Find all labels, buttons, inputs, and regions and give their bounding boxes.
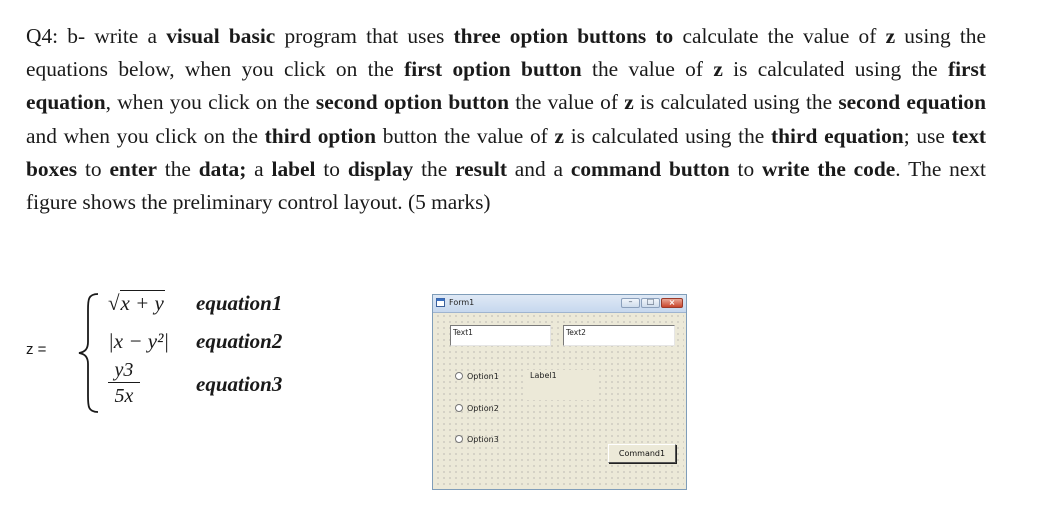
question-bold-text: enter	[109, 156, 157, 181]
question-text-run: is calculated using the	[633, 90, 839, 115]
question-paragraph	[26, 20, 986, 219]
question-bold-text: third option	[264, 123, 376, 148]
option2-label: Option2	[467, 404, 499, 413]
equation3-denominator: 5x	[114, 385, 134, 407]
question-text-run: program that uses	[275, 24, 454, 48]
form-title: Form1	[449, 298, 475, 307]
minimize-icon: –	[628, 297, 633, 306]
question-bold-text: z	[624, 90, 634, 115]
question-text-run: to	[77, 156, 110, 181]
radio-circle-icon	[455, 435, 463, 443]
equation1-name: equation1	[196, 291, 283, 315]
close-button[interactable]	[661, 298, 683, 308]
option3-radio[interactable]	[455, 435, 499, 444]
option1-label: Option1	[467, 372, 499, 381]
question-text-run: the value of	[581, 57, 714, 82]
command1-button[interactable]: Command1	[608, 444, 676, 463]
equation2-expression: |x − y²|	[108, 329, 170, 353]
question-bold-text: z	[713, 57, 723, 82]
vb-form-window	[432, 294, 687, 490]
equation3-numerator: y3	[108, 359, 140, 383]
question-bold-text: result	[455, 156, 507, 181]
text1-input[interactable]: Text1	[450, 325, 551, 346]
question-text-run: button the value of	[376, 123, 555, 148]
question-text-run: and when you click on the	[26, 123, 265, 148]
question-text-run: . The next figure shows the preliminary control layout. (5 marks)	[26, 156, 986, 215]
question-bold-text: display	[347, 156, 414, 181]
question-bold-text: command button	[570, 156, 730, 181]
equation-block	[26, 290, 346, 420]
option3-label: Option3	[467, 435, 499, 444]
question-bold-text: first equation	[26, 57, 986, 115]
form-title-bar[interactable]	[433, 295, 686, 313]
radio-circle-icon	[455, 372, 463, 380]
option2-radio[interactable]	[455, 404, 499, 413]
equation-lhs: z =	[26, 341, 47, 358]
question-text-run: is calculated using the	[722, 57, 948, 82]
question-bold-text: text boxes	[26, 123, 987, 181]
question-bold-text: three option buttons to	[453, 24, 674, 48]
question-text-run: calculate the value of	[673, 24, 886, 48]
question-text-run: is calculated using the	[564, 123, 771, 148]
form-client-area	[435, 313, 684, 487]
question-text-run: ; use	[903, 123, 952, 148]
question-bold-text: visual basic	[166, 24, 276, 48]
question-bold-text: z	[554, 123, 564, 148]
question-bold-text: z	[885, 24, 896, 48]
minimize-button[interactable]	[621, 298, 640, 308]
question-text-run: the	[156, 156, 199, 181]
question-text-run: , when you click on the	[105, 90, 316, 115]
maximize-button[interactable]	[641, 298, 660, 308]
question-bold-text: data;	[198, 156, 247, 181]
question-text-run: a	[246, 156, 272, 181]
radio-circle-icon	[455, 404, 463, 412]
question-bold-text: third equation	[771, 123, 904, 148]
question-bold-text: second equation	[838, 90, 986, 115]
equation2-name: equation2	[196, 329, 283, 353]
question-bold-text: second option button	[315, 90, 510, 115]
question-text-run: to	[729, 156, 762, 181]
equation1-expression: √x + y	[108, 291, 164, 315]
equation1-radicand: x + y	[120, 291, 164, 315]
label1: Label1	[527, 370, 599, 400]
question-text-run: Q4: b- write a	[26, 24, 167, 48]
text2-input[interactable]: Text2	[563, 325, 675, 346]
equation3-fraction	[108, 359, 140, 409]
option1-radio[interactable]	[455, 372, 499, 381]
left-brace-icon	[76, 292, 104, 414]
form-window-icon	[436, 298, 445, 307]
question-text-run: the	[413, 156, 456, 181]
question-text-run: to	[315, 156, 348, 181]
question-text	[26, 20, 986, 219]
equation3-name: equation3	[196, 372, 283, 396]
question-text-run: using the equations below, when you click on the	[26, 24, 986, 82]
close-icon: ×	[668, 298, 676, 307]
question-bold-text: write the code	[761, 156, 896, 181]
question-text-run: and a	[506, 156, 571, 181]
maximize-icon: □	[646, 297, 655, 306]
question-text-run: the value of	[509, 90, 625, 115]
question-bold-text: label	[271, 156, 316, 181]
question-bold-text: first option button	[404, 57, 582, 82]
